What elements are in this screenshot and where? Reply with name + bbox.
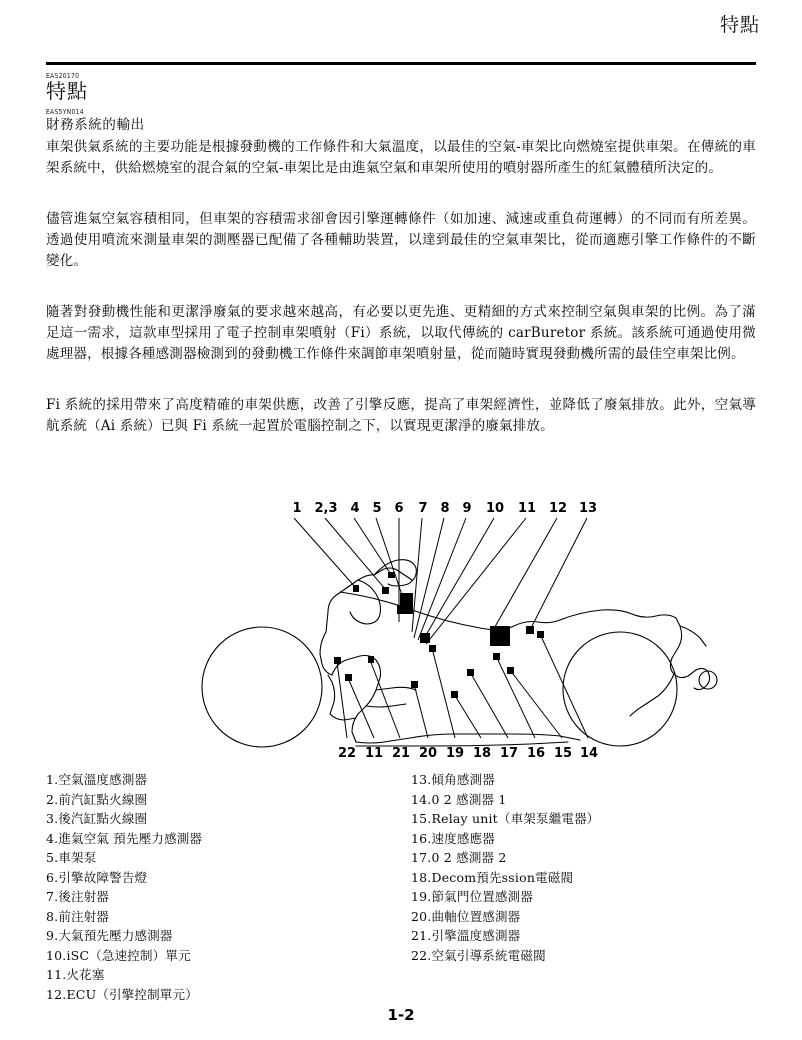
top-callout-label: 2,3 [314, 501, 338, 516]
legend-item-number: 11. [46, 967, 67, 982]
legend-item-label: iSC（急速控制）單元 [66, 947, 191, 963]
component-marker [353, 585, 359, 592]
legend-item-label: 空氣引導系統電磁閥 [431, 947, 546, 963]
legend-item [46, 848, 376, 868]
leader-line [454, 694, 481, 738]
legend-item-label: 引擎故障警告燈 [58, 869, 148, 885]
leader-line [496, 656, 535, 738]
swingarm-line [366, 704, 406, 707]
bottom-callout-label: 19 [445, 746, 465, 761]
top-callout-label: 5 [372, 501, 382, 516]
legend-item [411, 907, 741, 927]
top-callout-label: 6 [394, 501, 404, 516]
legend-item-number: 4. [46, 830, 59, 846]
bottom-callout-label: 18 [472, 746, 492, 761]
rear-fender-line [630, 674, 674, 716]
leader-line [470, 672, 508, 738]
legend-item [46, 926, 376, 946]
legend-item [46, 907, 376, 927]
legend-item [411, 848, 741, 868]
front-wheel-outline [202, 627, 322, 747]
leader-line [540, 634, 588, 738]
legend-item-number: 16. [411, 830, 432, 846]
legend-item-number: 22. [411, 947, 432, 963]
component-marker [382, 587, 389, 594]
legend-item [411, 809, 741, 829]
component-marker [537, 631, 544, 638]
component-marker [507, 667, 514, 674]
legend-item-number: 12. [46, 986, 67, 1002]
legend-item [411, 770, 741, 790]
paragraph-1: 車架供氣系統的主要功能是根據發動機的工作條件和大氣溫度，以最佳的空氣-車架比向燃燒室提供車架。在傳統的車架系統中，供給燃燒室的混合氣的空氣-車架比是由進氣空氣和車架所使用的噴射器所產生的紅氣體積所決定的。 [46, 139, 756, 176]
legend-item-number: 6. [46, 869, 59, 885]
legend-item [46, 809, 376, 829]
legend-item [411, 887, 741, 907]
component-marker [345, 674, 352, 681]
legend-item [46, 790, 376, 810]
bottom-callout-label: 15 [553, 746, 573, 761]
legend-item-label: ECU（引擎控制單元） [66, 986, 198, 1002]
lower-bracket-line [330, 714, 356, 720]
bottom-callout-label: 14 [579, 746, 599, 761]
legend-item-number: 20. [411, 908, 432, 924]
leader-line [412, 518, 422, 632]
legend-item [46, 868, 376, 888]
legend-item-label: 前注射器 [58, 908, 110, 924]
leader-line [510, 670, 562, 738]
upper-body-line [340, 592, 696, 678]
legend-item [46, 965, 376, 985]
component-marker [397, 605, 406, 614]
leader-line [414, 684, 428, 738]
legend-item-number: 19. [411, 889, 432, 904]
component-marker [493, 653, 500, 660]
legend-item-label: 引擎溫度感測器 [431, 928, 521, 943]
legend-item-label: Relay unit（車架泵繼電器） [431, 811, 600, 826]
legend-item-label: 曲軸位置感測器 [431, 908, 521, 924]
engine-lower-line [356, 734, 580, 743]
legend-item-label: 節氣門位置感測器 [431, 889, 534, 904]
top-callout-label: 10 [485, 501, 505, 516]
legend-item-number: 10. [46, 947, 67, 963]
component-marker [490, 626, 510, 646]
bottom-callout-label: 22 [337, 746, 357, 761]
bottom-callout-label: 16 [526, 746, 546, 761]
leader-line [370, 660, 400, 738]
legend-item [411, 790, 741, 810]
legend-item-label: 前汽缸點火線圈 [58, 791, 148, 807]
front-cowl-lower-outline [320, 632, 332, 675]
legend-item-number: 18. [411, 869, 432, 885]
top-callout-label: 13 [578, 501, 598, 516]
top-callout-label: 9 [462, 501, 472, 516]
leader-line [376, 518, 405, 604]
leader-line [414, 518, 444, 638]
legend-column-right [411, 770, 741, 1004]
body-content [46, 108, 756, 465]
tail-lamp-circle [699, 671, 717, 689]
legend-item-number: 17. [411, 850, 432, 865]
engine-mid-line [376, 687, 416, 690]
legend-item-label: Decom預先ssion電磁閥 [431, 869, 574, 885]
component-marker [334, 657, 341, 664]
bottom-callout-label: 21 [391, 746, 411, 761]
top-leader-lines [294, 518, 587, 644]
top-callout-label: 4 [350, 501, 360, 516]
paragraph-2: 儘管進氣空氣容積相同，但車架的容積需求卻會因引擎運轉條件（如加速、減速或重負荷運轉）的不同而有所差異。透過使用噴流來測量車架的測壓器已配備了各種輔助裝置，以達到最佳的空氣車架比，從而適應引擎工作條件的不斷變化。 [46, 211, 756, 269]
legend-item-number: 1. [46, 772, 59, 787]
legend-item-label: 大氣預先壓力感測器 [58, 928, 173, 943]
legend-item-number: 13. [411, 772, 432, 787]
bottom-callout-label: 20 [418, 746, 438, 761]
tail-upper-edge [680, 626, 706, 646]
component-marker [429, 645, 436, 652]
legend-item-label: 空氣溫度感測器 [58, 772, 148, 787]
component-markers [334, 572, 544, 698]
seat-outline [374, 560, 416, 586]
legend-column-left [46, 770, 376, 1004]
legend-item [46, 887, 376, 907]
component-marker [451, 691, 458, 698]
rear-wheel-outline [563, 632, 677, 746]
top-callout-label: 1 [292, 501, 302, 516]
leader-line [325, 518, 386, 590]
legend-item [46, 770, 376, 790]
legend-item-number: 21. [411, 928, 432, 943]
component-marker [368, 656, 374, 663]
component-marker [420, 633, 430, 643]
legend-item-label: 火花塞 [66, 967, 105, 982]
component-marker [411, 681, 418, 688]
top-callout-label: 7 [418, 501, 428, 516]
legend-item-label: 後汽缸點火線圈 [58, 811, 148, 826]
bottom-leader-lines [337, 634, 588, 738]
legend-item-label: 後注射器 [58, 889, 110, 904]
component-marker [388, 572, 395, 578]
leader-line [530, 518, 587, 630]
paragraph-4: Fi 系統的採用帶來了高度精確的車架供應，改善了引擎反應，提高了車架經濟性，並降低了廢氣排放。此外，空氣導航系統（Ai 系統）已與 Fi 系統一起置於電腦控制之下，以實現更潔淨的廢氣排放。 [46, 397, 756, 434]
leader-line [337, 662, 347, 738]
legend-item-number: 15. [411, 811, 432, 826]
top-callout-labels [292, 501, 597, 516]
bottom-callout-label: 11 [364, 746, 384, 761]
section-reference-code: EAS20170 [46, 72, 80, 81]
running-header: 特點 [719, 14, 760, 36]
legend-item-label: 車架泵 [58, 850, 97, 865]
legend-item-label: 進氣空氣 預先壓力感測器 [58, 830, 203, 846]
subsection-heading: 財務系統的輸出 [46, 117, 145, 133]
legend-item-label: 0 2 感測器 2 [431, 850, 507, 865]
legend-item [46, 985, 376, 1005]
legend-item-number: 5. [46, 850, 59, 865]
top-callout-label: 11 [517, 501, 537, 516]
fi-system-component-diagram [40, 492, 762, 777]
leader-line [294, 518, 356, 588]
page-title: 特點 [46, 79, 88, 103]
fork-lower-line [328, 675, 335, 714]
legend-item [46, 946, 376, 966]
header-divider-rule [46, 62, 756, 65]
component-marker [467, 669, 474, 676]
legend-item [46, 829, 376, 849]
legend-item-number: 8. [46, 908, 59, 924]
legend-item-label: 0 2 感測器 1 [431, 791, 507, 807]
legend-item [411, 926, 741, 946]
page-number: 1-2 [387, 1006, 415, 1024]
legend-item [411, 946, 741, 966]
legend-item-number: 14. [411, 791, 432, 807]
motorcycle-outline-drawing [202, 560, 717, 747]
legend-item-number: 3. [46, 811, 59, 826]
legend-item [411, 868, 741, 888]
legend-item-label: 速度感應器 [431, 830, 495, 846]
section-title-block [46, 72, 88, 102]
subsection-reference-code: EAS5YN014 [46, 108, 84, 117]
paragraph-3: 隨著對發動機性能和更潔淨廢氣的要求越來越高，有必要以更先進、更精細的方式來控制空氣與車架的比例。為了滿足這一需求，這款車型採用了電子控制車架噴射（Fi）系統，以取代傳統的 carBuretor 系統。該系統可通過使用微處理器，根據各種感測器檢測到的發動機工作條件來調節車架噴射量，從而隨時實現發動機所需的最佳空車架比例。 [46, 304, 756, 362]
legend-item-number: 2. [46, 791, 59, 807]
legend-item-number: 7. [46, 889, 59, 904]
legend-item [411, 829, 741, 849]
top-callout-label: 8 [440, 501, 450, 516]
bottom-callout-label: 17 [499, 746, 519, 761]
component-marker [526, 626, 534, 634]
legend-item-label: 傾角感測器 [431, 772, 495, 787]
legend-item-number: 9. [46, 928, 59, 943]
top-callout-label: 12 [548, 501, 568, 516]
leader-line [492, 518, 557, 632]
component-legend [46, 770, 746, 1004]
bottom-callout-labels [338, 746, 598, 761]
